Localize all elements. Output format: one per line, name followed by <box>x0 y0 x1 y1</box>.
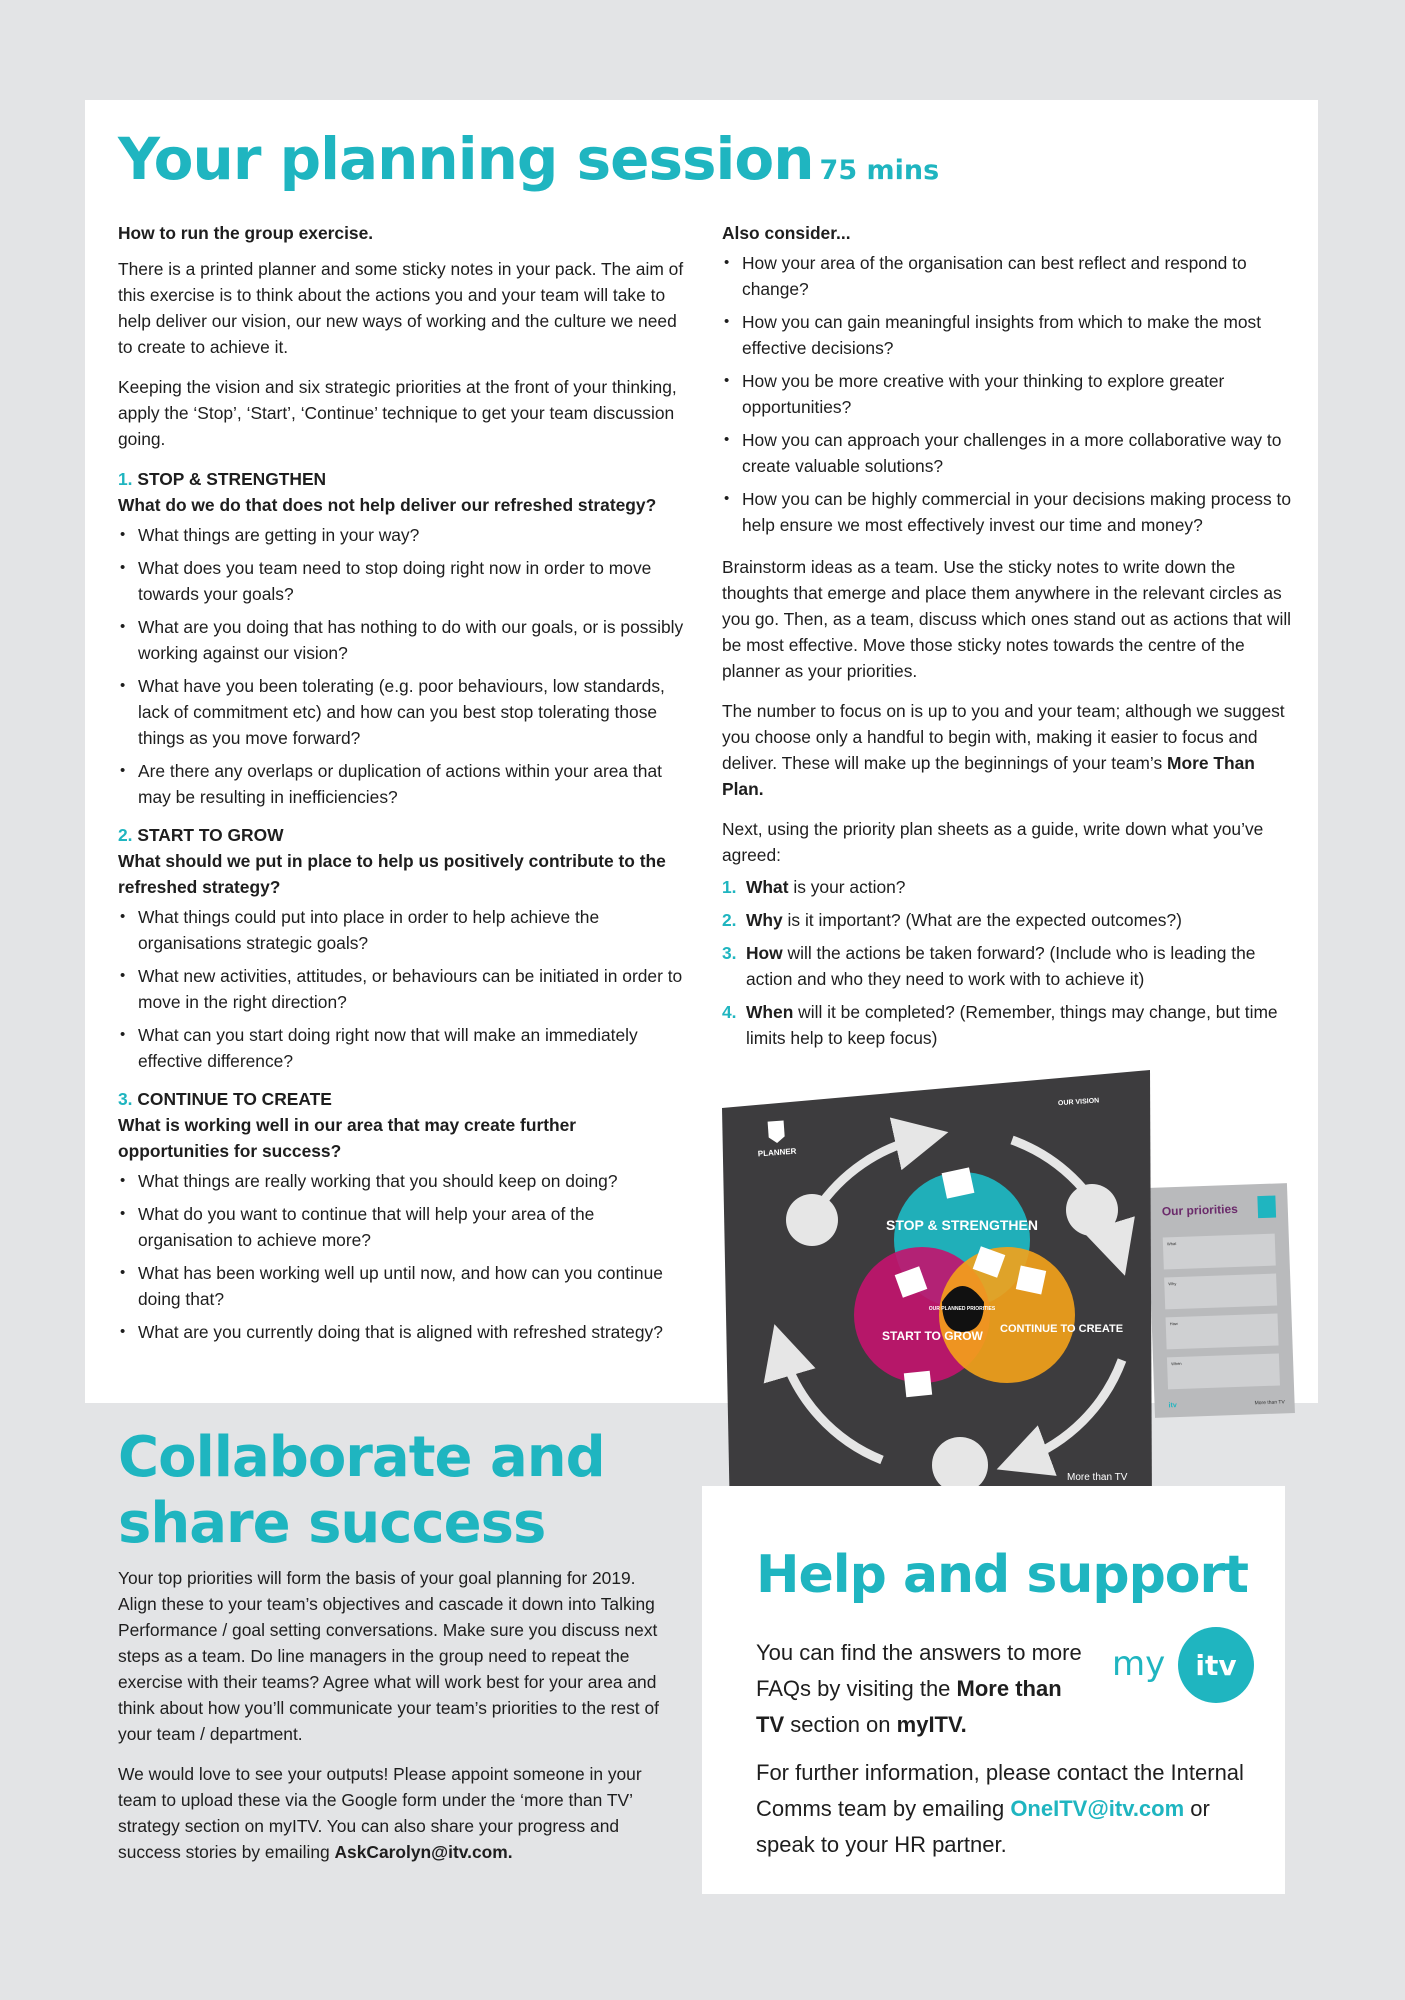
section-bullets <box>118 904 690 1074</box>
svg-text:my: my <box>1112 1644 1166 1684</box>
list-item: • How you can approach your challenges in a more collaborative way to create valuable solutions? <box>722 427 1292 479</box>
section-2 <box>118 822 690 1074</box>
planner-illustration <box>722 1070 1302 1520</box>
list-item: • Are there any overlaps or duplication of actions within your area that may be resulting in inefficiencies? <box>118 758 690 810</box>
planner-label: PLANNER <box>757 1146 797 1159</box>
consider-heading: Also consider... <box>722 223 851 243</box>
page-title: Your planning session 75 mins <box>118 125 940 193</box>
section-question: What should we put in place to help us positively contribute to the refreshed strategy? <box>118 851 666 897</box>
center-label: OUR PLANNED PRIORITIES <box>928 1306 996 1312</box>
list-item: • What new activities, attitudes, or behaviours can be initiated in order to move in the right direction? <box>118 963 690 1015</box>
next-paragraph: Next, using the priority plan sheets as a guide, write down what you’ve agreed: <box>722 819 1264 865</box>
section-question: What is working well in our area that may create further opportunities for success? <box>118 1115 577 1161</box>
duration-label: 75 mins <box>819 155 940 186</box>
step-item: 3. How will the actions be taken forward? (Include who is leading the action and who they need to work with to achieve it) <box>722 943 1256 989</box>
help-body <box>756 1635 1256 1875</box>
intro-paragraph: There is a printed planner and some sticky notes in your pack. The aim of this exercise is to think about the actions you and your team will take to help deliver our vision, our new ways of working and the culture we need to create to achieve it. <box>118 259 684 357</box>
list-item: • What things are getting in your way? <box>118 522 690 548</box>
section-title: 2. START TO GROW <box>118 825 284 845</box>
svg-text:When: When <box>1171 1360 1182 1367</box>
list-item: • What are you doing that has nothing to do with our goals, or is possibly working against our vision? <box>118 614 690 666</box>
help-title: Help and support <box>756 1545 1249 1605</box>
continue-label: CONTINUE TO CREATE <box>1000 1323 1124 1335</box>
section-3 <box>118 1086 690 1345</box>
list-item: • What does you team need to stop doing right now in order to move towards your goals? <box>118 555 690 607</box>
collaborate-body <box>118 1565 678 1879</box>
vision-title: OUR VISION <box>1057 1097 1100 1108</box>
list-item: • What are you currently doing that is aligned with refreshed strategy? <box>118 1319 690 1345</box>
intro-paragraph: Keeping the vision and six strategic priorities at the front of your thinking, apply the ‘Stop’, ‘Start’, ‘Continue’ technique to get your team discussion going. <box>118 377 677 449</box>
list-item: • What can you start doing right now that will make an immediately effective difference? <box>118 1022 690 1074</box>
list-item: • How your area of the organisation can best reflect and respond to change? <box>722 250 1292 302</box>
svg-text:itv: itv <box>1168 1402 1177 1410</box>
section-question: What do we do that does not help deliver our refreshed strategy? <box>118 495 657 515</box>
list-item: • What things could put into place in order to help achieve the organisations strategic goals? <box>118 904 690 956</box>
collaborate-title: Collaborate and share success <box>118 1425 605 1556</box>
start-label: START TO GROW <box>882 1329 983 1343</box>
list-item: • What things are really working that you should keep on doing? <box>118 1168 690 1194</box>
svg-text:What: What <box>1166 1241 1177 1247</box>
step-item: 1. What is your action? <box>722 877 906 897</box>
left-column <box>118 220 690 1357</box>
svg-text:More than TV: More than TV <box>1254 1399 1285 1407</box>
list-item: • What do you want to continue that will help your area of the organisation to achieve more? <box>118 1201 690 1253</box>
exercise-heading: How to run the group exercise. <box>118 223 374 243</box>
myitv-link[interactable]: myITV. <box>896 1712 967 1737</box>
list-item: • What has been working well up until now, and how can you continue doing that? <box>118 1260 690 1312</box>
planner-sheet <box>722 1070 1152 1520</box>
oneitv-email[interactable]: OneITV@itv.com <box>1010 1796 1185 1821</box>
list-item: • How you can gain meaningful insights from which to make the most effective decisions? <box>722 309 1292 361</box>
help-paragraph: For further information, please contact the Internal Comms team by emailing OneITV@itv.com or speak to your HR partner. <box>756 1760 1244 1857</box>
section-bullets <box>118 1168 690 1345</box>
step-item: 2. Why is it important? (What are the expected outcomes?) <box>722 910 1182 930</box>
svg-text:Why: Why <box>1168 1281 1177 1287</box>
collaborate-paragraph: We would love to see your outputs! Please appoint someone in your team to upload these via the Google form under the ‘more than TV’ strategy section on myITV. You can also share your progress and success stories by emailing AskCarolyn@itv.com. <box>118 1764 642 1862</box>
steps-list <box>722 874 1292 1051</box>
svg-text:itv: itv <box>1195 1649 1237 1682</box>
collaborate-paragraph: Your top priorities will form the basis of your goal planning for 2019. Align these to your team’s objectives and cascade it down into Talking Performance / goal setting conversations. Make sure you discuss next steps as a team. Do line managers in the group need to repeat the exercise with their teams? Agree what will work best for your area and think about how you’ll communicate your team’s priorities to the rest of your team / department. <box>118 1568 659 1744</box>
focus-paragraph: The number to focus on is up to you and your team; although we suggest you choose only a handful to begin with, making it easier to focus and deliver. These will make up the beginnings of your team’s More Than Plan. <box>722 701 1285 799</box>
section-1 <box>118 466 690 810</box>
consider-list <box>722 250 1292 538</box>
list-item: • How you be more creative with your thinking to explore greater opportunities? <box>722 368 1292 420</box>
list-item: • What have you been tolerating (e.g. poor behaviours, low standards, lack of commitment etc) and how can you best stop tolerating those things as you move forward? <box>118 673 690 751</box>
sections <box>118 466 690 1345</box>
stop-label: STOP & STRENGTHEN <box>886 1217 1038 1233</box>
askcarolyn-email[interactable]: AskCarolyn@itv.com. <box>334 1842 513 1862</box>
section-bullets <box>118 522 690 810</box>
section-title: 1. STOP & STRENGTHEN <box>118 469 327 489</box>
svg-text:How: How <box>1169 1321 1178 1327</box>
list-item: • How you can be highly commercial in your decisions making process to help ensure we most effectively invest our time and money? <box>722 486 1292 538</box>
help-paragraph: You can find the answers to more FAQs by visiting the More than TV section on myITV. <box>756 1640 1082 1737</box>
right-column <box>722 220 1292 1058</box>
section-title: 3. CONTINUE TO CREATE <box>118 1089 332 1109</box>
brainstorm-paragraph: Brainstorm ideas as a team. Use the sticky notes to write down the thoughts that emerge and place them anywhere in the relevant circles as you go. Then, as a team, discuss which ones stand out as actions that will be most effective. Move those sticky notes towards the centre of the planner as your priorities. <box>722 557 1292 681</box>
priorities-sheet-title: Our priorities <box>1161 1201 1239 1219</box>
priorities-sheet <box>1147 1183 1295 1418</box>
step-item: 4. When will it be completed? (Remember, things may change, but time limits help to keep focus) <box>722 1002 1278 1048</box>
planner-footer: More than TV <box>1067 1472 1128 1483</box>
